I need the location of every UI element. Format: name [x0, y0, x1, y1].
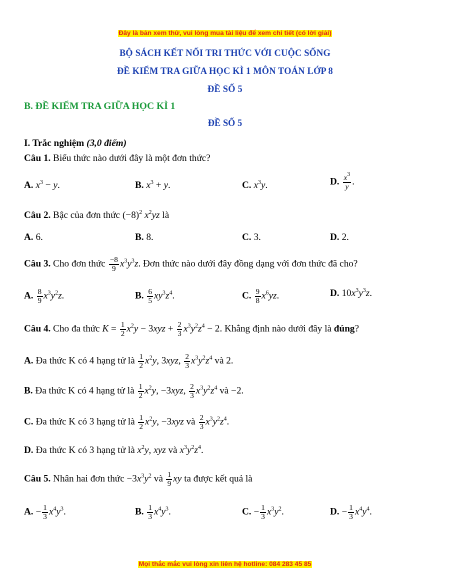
exam-number: ĐỀ SỐ 5 [207, 84, 243, 94]
exam-number-sub: ĐỀ SỐ 5 [207, 118, 243, 128]
q5-option-a[interactable]: A. − $\frac{1}{3}$ $x^4y^3$. [24, 503, 66, 521]
q3-option-a[interactable]: A. $\frac{8}{9}$ $x^3y^2z$. [24, 287, 65, 305]
q4-option-a[interactable]: A. Đa thức K có 4 hạng tử là $\frac{1}{2}$ $x^2y$, 3xyz, $\frac{2}{3}$ $x^3y^2z^4$ và 2. [24, 352, 234, 370]
q2-option-a[interactable]: A. 6. [24, 232, 43, 243]
q2-option-d[interactable]: D. 2. [330, 232, 349, 243]
question-1: Câu 1. Biểu thức nào dưới đây là một đơn thức? [24, 153, 211, 164]
q2-option-c[interactable]: C. 3. [242, 232, 261, 243]
question-2: Câu 2. Bậc của đơn thức $(-8)^2$ $x^2yz$ là [24, 210, 170, 221]
q5-option-c[interactable]: C. − $\frac{1}{3}$ $x^3y^2$. [242, 503, 284, 521]
q3-option-c[interactable]: C. $\frac{9}{8}$ $x^6yz$. [242, 287, 280, 305]
book-title: BỘ SÁCH KẾT NỐI TRI THỨC VỚI CUỘC SỐNG [119, 48, 331, 58]
question-4: Câu 4. Cho đa thức K = $\frac{1}{2}$ $x^2y - 3xyz$ + $\frac{2}{3}$ $x^3y^2z^4 - 2$. Khẳng định nào dưới đây là đúng? [24, 320, 359, 338]
question-3: Câu 3. Cho đơn thức $\frac{-8}{9}$ $x^3y^3z$. Đơn thức nào dưới đây đồng dạng với đơn thức đã cho? [24, 255, 358, 273]
section-heading: B. ĐỀ KIỂM TRA GIỮA HỌC KÌ 1 [24, 101, 176, 112]
q1-option-a[interactable]: A. $x^3 - y$. [24, 180, 60, 191]
q5-option-d[interactable]: D. − $\frac{1}{3}$ $x^4y^4$. [330, 503, 372, 521]
q5-option-b[interactable]: B. $\frac{1}{3}$ $x^4y^3$. [135, 503, 171, 521]
preview-banner: Đây là bản xem thử, vui lòng mua tài liệu để xem chi tiết (có lời giải) [118, 30, 332, 37]
q4-option-d[interactable]: D. Đa thức K có 3 hạng tử là $x^2y$, xyz và $x^3y^2z^4$. [24, 445, 204, 456]
hotline-banner: Mọi thắc mắc vui lòng xin liên hệ hotline: 084 283 45 85 [138, 561, 312, 568]
q1-option-b[interactable]: B. $x^3 + y$. [135, 180, 171, 191]
exam-title: ĐỀ KIỂM TRA GIỮA HỌC KÌ 1 MÔN TOÁN LỚP 8 [116, 66, 334, 76]
q1-option-c[interactable]: C. $x^3y$. [242, 180, 268, 191]
q4-option-b[interactable]: B. Đa thức K có 4 hạng tử là $\frac{1}{2}$ $x^2y$, −3xyz, $\frac{2}{3}$ $x^3y^2z^4$ và −2. [24, 382, 244, 400]
q2-option-b[interactable]: B. 8. [135, 232, 154, 243]
part-heading: I. Trắc nghiệm (3,0 điểm) [24, 138, 127, 149]
q4-option-c[interactable]: C. Đa thức K có 3 hạng tử là $\frac{1}{2}$ $x^2y$, −3xyz và $\frac{2}{3}$ $x^3y^2z^4$. [24, 413, 230, 431]
question-5: Câu 5. Nhân hai đơn thức $-3x^3y^2$ và $\frac{1}{9}$ xy ta được kết quả là [24, 470, 253, 488]
q3-option-b[interactable]: B. $\frac{6}{5}$ $xy^3z^4$. [135, 287, 175, 305]
q1-option-d[interactable]: D. $\frac{x^3}{y}$ . [330, 172, 355, 191]
q3-option-d[interactable]: D. $10x^3y^3z$. [330, 288, 372, 299]
